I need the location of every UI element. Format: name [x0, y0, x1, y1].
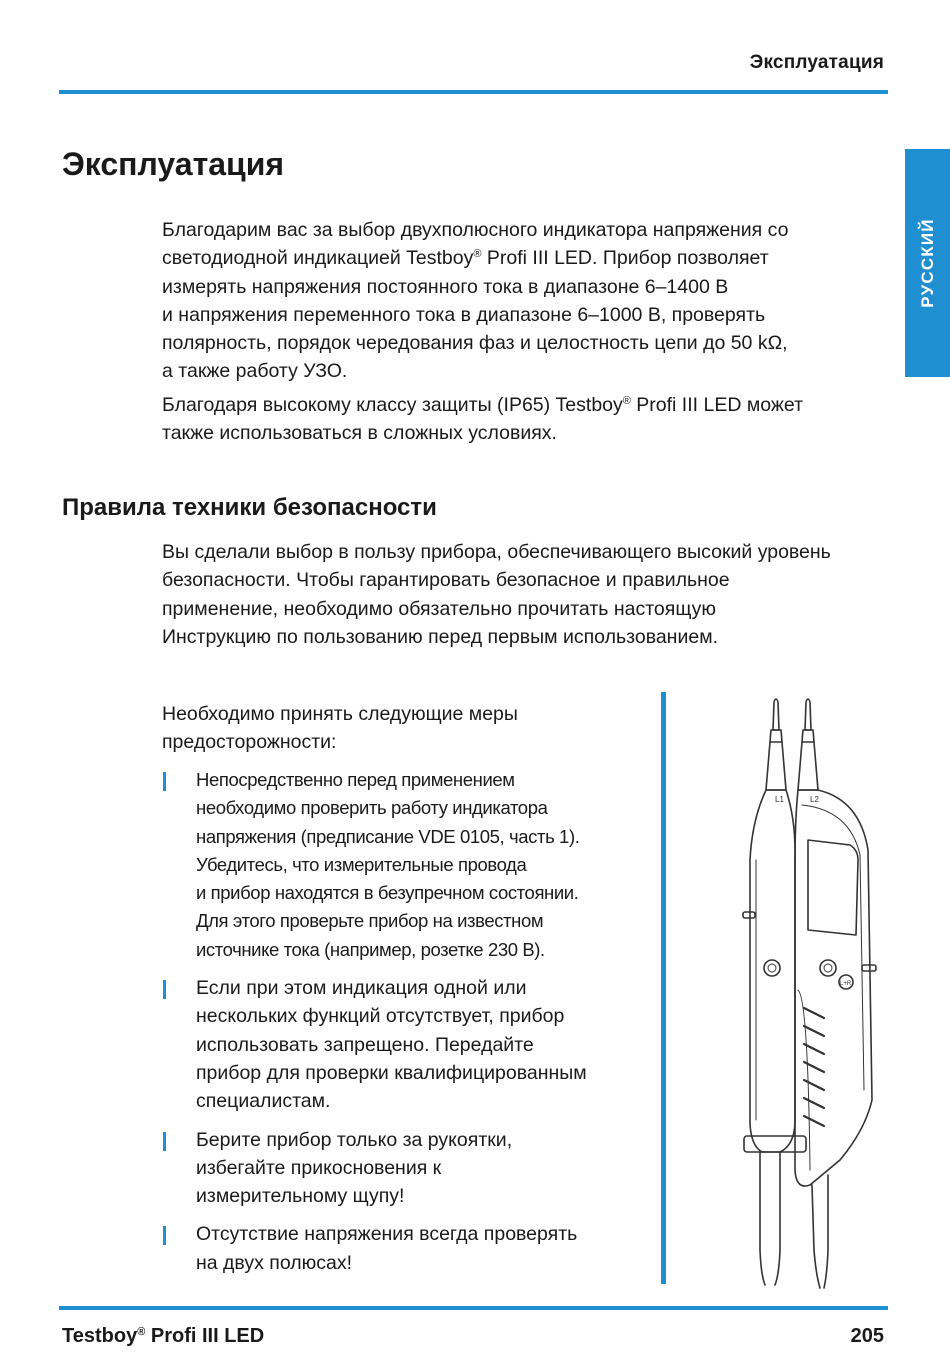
- footer-brand: Testboy: [62, 1325, 138, 1347]
- language-tab-label: РУССКИЙ: [917, 218, 937, 308]
- bullet-line: Берите прибор только за рукоятки,: [196, 1128, 513, 1151]
- cable-left: [760, 1152, 780, 1285]
- safety-intro-line: применение, необходимо обязательно прочитать настоящую: [162, 597, 716, 620]
- intro-line: измерять напряжения постоянного тока в диапазоне 6–1400 В: [162, 275, 729, 298]
- bullet-line: и прибор находятся в безупречном состоянии.: [196, 882, 579, 904]
- safety-intro-line: Вы сделали выбор в пользу прибора, обеспечивающего высокий уровень: [162, 541, 831, 563]
- bullet-line: на двух полюсах!: [196, 1251, 352, 1274]
- grip-ribs: [804, 1008, 824, 1126]
- right-handle: [795, 790, 872, 1186]
- bullet-marker: [163, 1132, 166, 1151]
- intro-line: светодиодной индикацией Testboy: [162, 247, 474, 270]
- list-item: [161, 974, 641, 1115]
- left-handle: [750, 790, 795, 1152]
- intro-line: а также работу УЗО.: [162, 360, 348, 383]
- probe-l1: [766, 730, 786, 790]
- bullet-line: измерительному щупу!: [196, 1185, 405, 1208]
- list-item: [161, 1126, 641, 1211]
- bullet-line: использовать запрещено. Передайте: [196, 1033, 534, 1056]
- probe-tip-l1: [773, 699, 779, 730]
- display-window: [808, 840, 858, 935]
- precautions-line: Необходимо принять следующие меры: [162, 703, 518, 725]
- left-button: [764, 960, 780, 976]
- safety-intro-line: безопасности. Чтобы гарантировать безопасное и правильное: [162, 569, 730, 592]
- bullet-line: необходимо проверить работу индикатора: [196, 797, 548, 819]
- language-tab: [905, 149, 950, 377]
- bullet-line: Если при этом индикация одной или: [196, 977, 527, 1000]
- column-divider: [661, 692, 666, 1284]
- protection-line: Благодаря высокому классу защиты (IP65) Testboy: [162, 394, 623, 416]
- bullet-line: Для этого проверьте прибор на известном: [196, 910, 544, 932]
- registered-mark: ®: [622, 395, 631, 407]
- bullet-line: Непосредственно перед применением: [196, 769, 515, 790]
- bullet-marker: [163, 772, 166, 791]
- precautions-line: предосторожности:: [162, 731, 337, 754]
- intro-line: Profi III LED. Прибор позволяет: [481, 247, 769, 270]
- bullet-line: специалистам.: [196, 1090, 331, 1113]
- intro-line: полярность, порядок чередования фаз и целостность цепи до 50 kΩ,: [162, 332, 788, 355]
- bullet-line: источнике тока (например, розетке 230 В).: [196, 938, 545, 960]
- precautions-lead: [162, 700, 642, 757]
- cable-right: [812, 1175, 828, 1288]
- safety-intro-line: Инструкцию по пользованию перед первым использованием.: [162, 625, 719, 648]
- bullet-line: напряжения (предписание VDE 0105, часть 1).: [196, 825, 580, 847]
- list-item: [161, 1220, 641, 1277]
- list-item: [161, 766, 641, 964]
- registered-mark: ®: [473, 248, 482, 261]
- probe-label-l2: L2: [810, 795, 819, 804]
- probe-tip-l2: [805, 699, 811, 730]
- bullet-line: Отсутствие напряжения всегда проверять: [196, 1223, 578, 1246]
- bullet-line: нескольких функций отсутствует, прибор: [196, 1005, 565, 1028]
- left-clip: [743, 912, 755, 918]
- probe-label-l1: L1: [775, 795, 784, 804]
- section-title-operation: Эксплуатация: [62, 146, 285, 182]
- footer-product: [62, 1325, 264, 1348]
- bullet-line: Убедитесь, что измерительные провода: [196, 853, 527, 875]
- bullet-marker: [163, 1226, 166, 1245]
- bullet-line: избегайте прикосновения к: [196, 1156, 442, 1179]
- header-rule: [59, 90, 888, 94]
- lr-label: L+R: [840, 981, 852, 987]
- footer-model: Profi III LED: [145, 1325, 265, 1347]
- precautions-list: [161, 766, 641, 1287]
- right-clip: [862, 965, 876, 971]
- section-title-safety: Правила техники безопасности: [62, 494, 437, 521]
- footer-rule: [59, 1306, 888, 1310]
- bullet-marker: [163, 980, 166, 999]
- running-header: Эксплуатация: [749, 52, 884, 73]
- intro-paragraph: [162, 216, 892, 386]
- protection-line: также использоваться в сложных условиях.: [162, 422, 557, 445]
- protection-line: Profi III LED может: [630, 394, 804, 416]
- safety-intro-paragraph: [162, 538, 892, 651]
- function-button: [820, 960, 836, 976]
- registered-mark: ®: [137, 1326, 146, 1338]
- bullet-line: прибор для проверки квалифицированным: [196, 1061, 587, 1084]
- probe-l2: [798, 730, 818, 790]
- protection-paragraph: [162, 391, 892, 448]
- voltage-tester-illustration: [700, 690, 900, 1290]
- page-number: 205: [850, 1325, 884, 1347]
- intro-line: и напряжения переменного тока в диапазоне 6–1000 В, проверять: [162, 303, 766, 326]
- intro-line: Благодарим вас за выбор двухполюсного индикатора напряжения со: [162, 219, 789, 241]
- probe-collar: [744, 1136, 806, 1152]
